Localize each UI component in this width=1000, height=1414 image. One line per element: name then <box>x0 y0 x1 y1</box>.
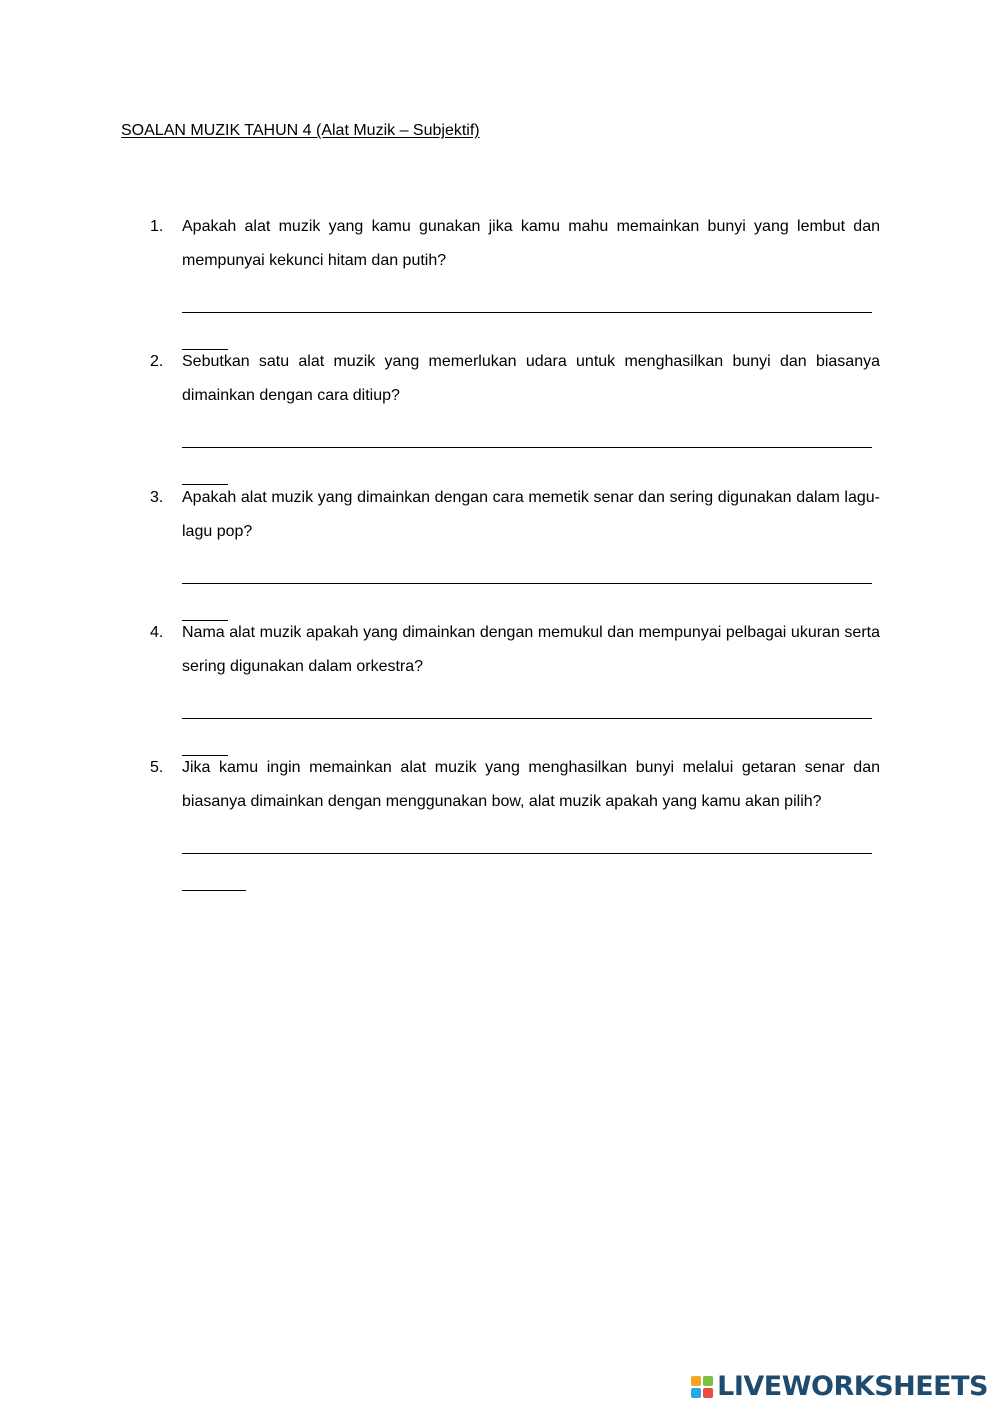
question-1 <box>150 210 880 350</box>
answer-line[interactable] <box>182 829 872 854</box>
question-4 <box>150 616 880 756</box>
logo-square <box>691 1376 701 1386</box>
question-text: Jika kamu ingin memainkan alat muzik yang menghasilkan bunyi melalui getaran senar dan biasanya dimainkan dengan menggunakan bow, alat muzik apakah yang kamu akan pilih? <box>182 759 880 810</box>
question-3 <box>150 481 880 621</box>
question-text: Apakah alat muzik yang kamu gunakan jika kamu mahu memainkan bunyi yang lembut dan mempunyai kekunci hitam dan putih? <box>182 218 880 269</box>
question-text: Nama alat muzik apakah yang dimainkan dengan memukul dan mempunyai pelbagai ukuran serta sering digunakan dalam orkestra? <box>182 624 880 675</box>
logo-squares-icon <box>691 1376 713 1398</box>
question-5 <box>150 751 880 891</box>
logo-square <box>691 1388 701 1398</box>
answer-line[interactable] <box>182 559 872 584</box>
question-2 <box>150 345 880 485</box>
question-number: 4. <box>150 624 164 641</box>
question-number: 3. <box>150 489 164 506</box>
answer-line[interactable] <box>182 423 872 448</box>
question-number: 2. <box>150 353 164 370</box>
answer-line[interactable] <box>182 288 872 313</box>
answer-line-continuation[interactable] <box>182 866 246 891</box>
worksheet-title: SOALAN MUZIK TAHUN 4 (Alat Muzik – Subjektif) <box>121 122 480 139</box>
question-text: Sebutkan satu alat muzik yang memerlukan udara untuk menghasilkan bunyi dan biasanya dimainkan dengan cara ditiup? <box>182 353 880 404</box>
question-number: 1. <box>150 218 164 235</box>
answer-line[interactable] <box>182 694 872 719</box>
question-number: 5. <box>150 759 164 776</box>
logo-text: LIVEWORKSHEETS <box>717 1371 988 1402</box>
logo-square <box>703 1376 713 1386</box>
question-text: Apakah alat muzik yang dimainkan dengan cara memetik senar dan sering digunakan dalam lagu-lagu pop? <box>182 489 880 540</box>
liveworksheets-logo <box>691 1371 988 1402</box>
logo-square <box>703 1388 713 1398</box>
